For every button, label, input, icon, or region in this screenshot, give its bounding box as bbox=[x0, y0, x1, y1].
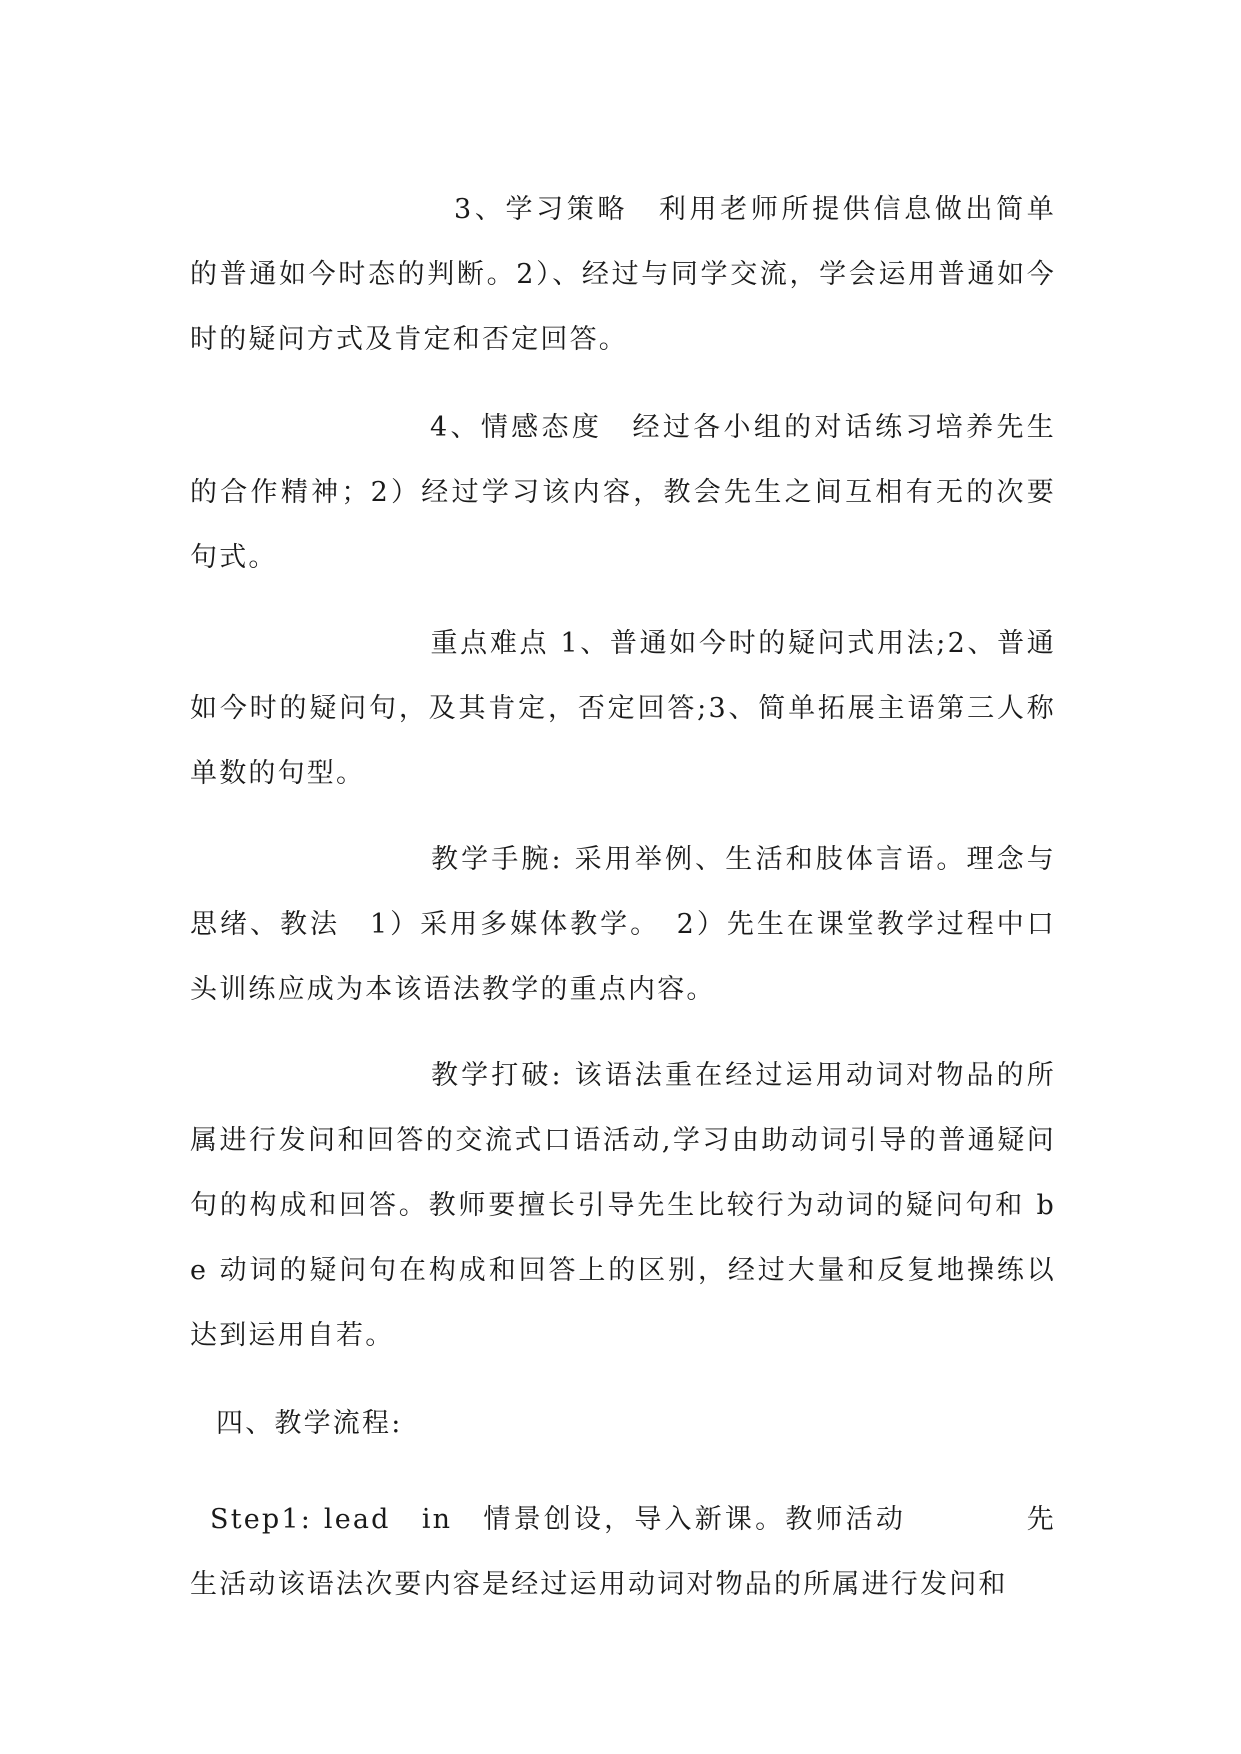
section-heading-teaching-process bbox=[190, 1391, 1056, 1456]
paragraph-text: 重点难点 1、普通如今时的疑问式用法;2、普通如今时的疑问句，及其肯定，否定回答;3、简单拓展主语第三人称单数的句型。 bbox=[190, 628, 1056, 789]
paragraph-teaching-methods bbox=[190, 827, 1056, 1022]
paragraph-key-difficulties bbox=[190, 611, 1056, 806]
paragraph-text: Step1: lead in 情景创设，导入新课。教师活动 先生活动该语法次要内容是经过运用动词对物品的所属进行发问和 bbox=[190, 1504, 1056, 1600]
paragraph-emotional-attitude bbox=[190, 395, 1056, 590]
paragraph-text: 教学手腕: 采用举例、生活和肢体言语。理念与思绪、教法 1）采用多媒体教学。 2）先生在课堂教学过程中口头训练应成为本该语法教学的重点内容。 bbox=[190, 844, 1056, 1005]
paragraph-teaching-breakthrough bbox=[190, 1043, 1056, 1368]
paragraph-learning-strategy bbox=[190, 177, 1056, 372]
heading-text: 四、教学流程: bbox=[216, 1408, 403, 1439]
paragraph-text: 4、情感态度 经过各小组的对话练习培养先生的合作精神；2）经过学习该内容，教会先生之间互相有无的次要句式。 bbox=[190, 412, 1056, 573]
paragraph-text: 3、学习策略 利用老师所提供信息做出简单的普通如今时态的判断。2）、经过与同学交流，学会运用普通如今时的疑问方式及肯定和否定回答。 bbox=[190, 194, 1056, 355]
paragraph-text: 教学打破: 该语法重在经过运用动词对物品的所属进行发问和回答的交流式口语活动,学习由助动词引导的普通疑问句的构成和回答。教师要擅长引导先生比较行为动词的疑问句和 be 动词的疑问句在构成和回答上的区别，经过大量和反复地操练以达到运用自若。 bbox=[190, 1060, 1056, 1351]
paragraph-step1 bbox=[190, 1487, 1056, 1617]
